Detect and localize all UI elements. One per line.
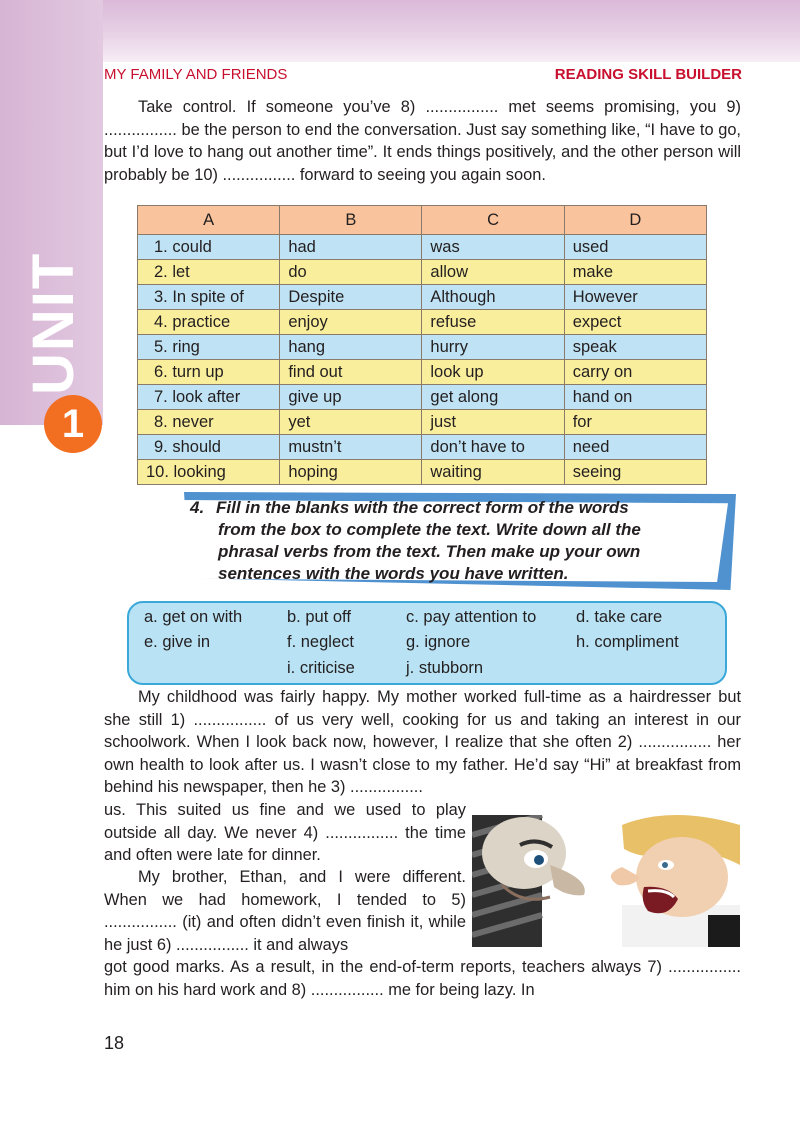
table-cell: allow [422,260,564,285]
text-paragraph-3: My brother, Ethan, and I were different. When we had homework, I tended to 5) ................ (it) and often didn’t even finish it, while he just 6) ................ it and always [104,868,466,954]
word-option-c: c. pay attention to [406,608,537,626]
table-cell: 5. ring [138,335,280,360]
column-header-b: B [280,206,422,235]
table-row [138,235,707,260]
word-option-g: g. ignore [406,633,471,651]
right-character-illustration [611,815,740,947]
task-line-4: sentences with the words you have written. [218,564,569,583]
header-band [0,0,800,62]
table-cell: hang [280,335,422,360]
column-header-d: D [564,206,706,235]
table-row [138,410,707,435]
table-cell: 7. look after [138,385,280,410]
table-cell: hand on [564,385,706,410]
word-option-f: f. neglect [287,633,354,651]
page-number: 18 [104,1033,125,1053]
table-cell: Although [422,285,564,310]
table-row [138,435,707,460]
unit-label: UNIT [21,251,86,395]
table-cell: used [564,235,706,260]
table-cell: mustn’t [280,435,422,460]
table-cell: 10. looking [138,460,280,485]
table-cell: for [564,410,706,435]
table-cell: 2. let [138,260,280,285]
table-row [138,260,707,285]
table-cell: give up [280,385,422,410]
skill-title: READING SKILL BUILDER [554,66,742,83]
table-cell: 8. never [138,410,280,435]
table-cell: enjoy [280,310,422,335]
table-cell: look up [422,360,564,385]
table-cell: make [564,260,706,285]
table-row [138,385,707,410]
table-cell: get along [422,385,564,410]
text-paragraph-2: us. This suited us fine and we used to play outside all day. We never 4) ................ the time and often were late for dinner. [104,801,466,864]
unit-number-badge: 1 [44,395,102,453]
word-option-j: j. stubborn [406,659,484,677]
table-cell: seeing [564,460,706,485]
section-title: MY FAMILY AND FRIENDS [104,66,288,83]
column-header-a: A [138,206,280,235]
table-row [138,310,707,335]
task-line-3: phrasal verbs from the text. Then make up your own [218,542,641,561]
table-cell: expect [564,310,706,335]
table-cell: had [280,235,422,260]
table-row [138,360,707,385]
column-header-c: C [422,206,564,235]
answer-options-table [137,205,707,485]
table-cell: need [564,435,706,460]
table-cell: do [280,260,422,285]
task-line-1: Fill in the blanks with the correct form of the words [216,498,629,517]
table-cell: just [422,410,564,435]
word-option-e: e. give in [144,633,211,651]
table-row [138,335,707,360]
task-line-2: from the box to complete the text. Write down all the [218,520,641,539]
table-header-row [138,206,707,235]
table-cell: Despite [280,285,422,310]
word-option-h: h. compliment [576,633,679,651]
task-instructions [190,497,730,585]
table-cell: speak [564,335,706,360]
table-cell: don’t have to [422,435,564,460]
task-number: 4. [190,498,205,517]
table-cell: find out [280,360,422,385]
table-row [138,285,707,310]
table-cell: yet [280,410,422,435]
table-cell: 3. In spite of [138,285,280,310]
table-cell: was [422,235,564,260]
table-cell: 4. practice [138,310,280,335]
table-cell: 9. should [138,435,280,460]
table-cell: hoping [280,460,422,485]
table-cell: hurry [422,335,564,360]
table-cell: refuse [422,310,564,335]
cartoon-characters-image [472,815,740,947]
text-paragraph-1: My childhood was fairly happy. My mother worked full-time as a hairdresser but she still 1) ................ of us very well, cooking for us and taking an interest in our schoolwork. When I look back now, however, I realize that she often 2) ................ her own health to look after us. I wasn’t close to my father. He’d say “Hi” at breakfast from behind his newspaper, then he 3) ................ [104,688,741,796]
word-option-b: b. put off [287,608,351,626]
table-cell: However [564,285,706,310]
table-cell: 1. could [138,235,280,260]
left-character-illustration [472,815,585,947]
word-option-i: i. criticise [287,659,355,677]
word-option-a: a. get on with [144,608,243,626]
word-option-d: d. take care [576,608,663,626]
table-cell: carry on [564,360,706,385]
table-cell: waiting [422,460,564,485]
text-paragraph-4: got good marks. As a result, in the end-of-term reports, teachers always 7) ................ him on his hard work and 8) ................ me for being lazy. In [104,958,741,999]
table-row [138,460,707,485]
intro-paragraph: Take control. If someone you’ve 8) ................ met seems promising, you 9) ................ be the person to end the conversation. Just say something like, “I have to go, but I’d love to hang out another time”. It ends things positively, and the other person will probably be 10) ................ forward to seeing you again soon. [104,98,741,184]
table-cell: 6. turn up [138,360,280,385]
